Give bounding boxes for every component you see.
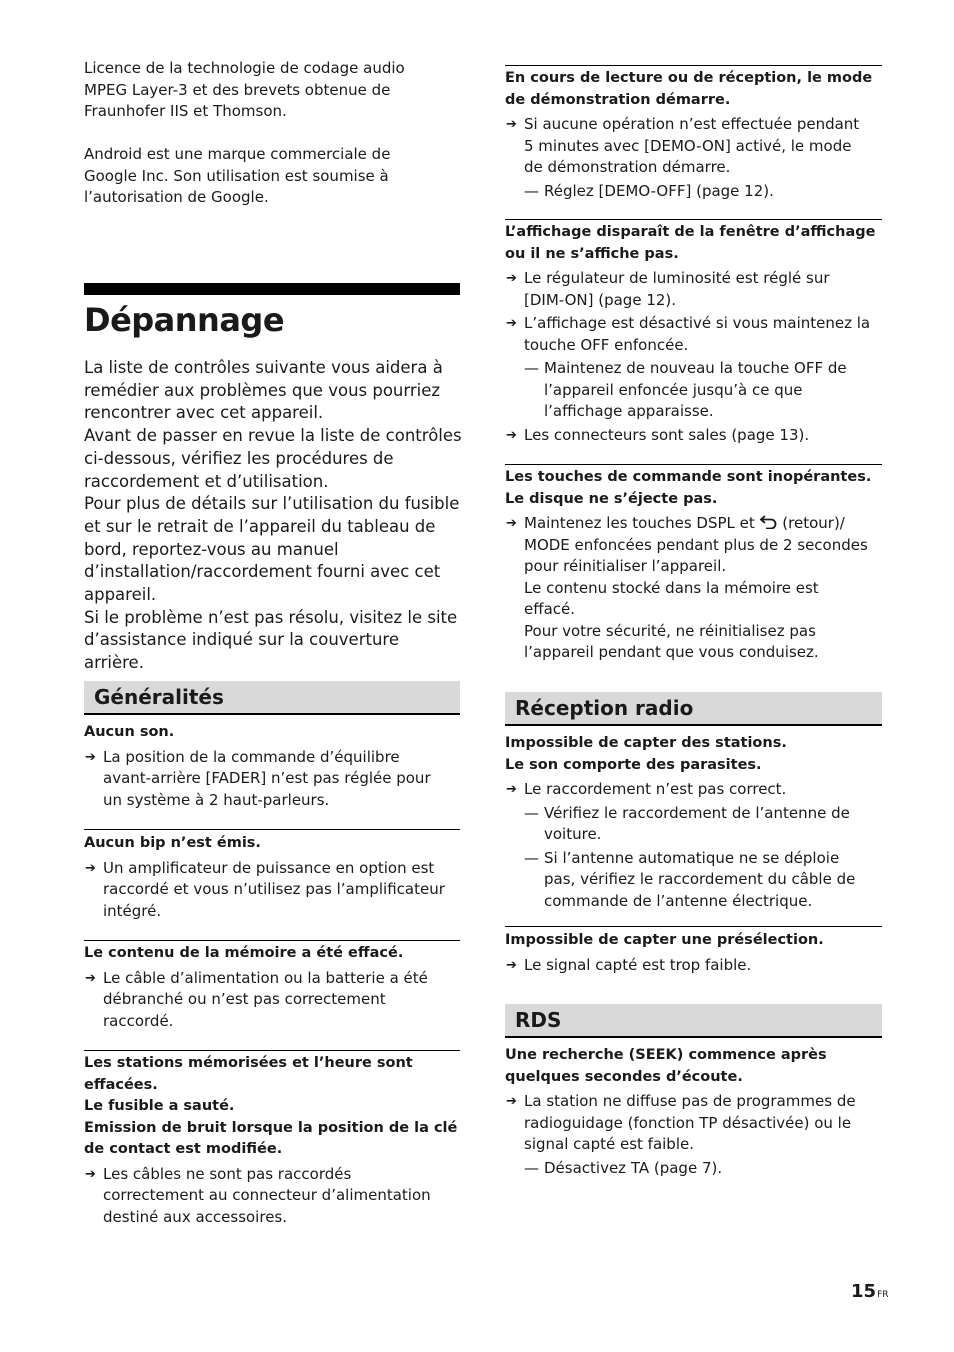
- item-line: Le raccordement n’est pas correct.: [524, 780, 787, 798]
- arrow-icon: ➔: [506, 117, 517, 132]
- entry-title-line: de contact est modifiée.: [84, 1141, 283, 1157]
- entry-title: Impossible de capter une présélection.: [505, 932, 824, 948]
- entry-title: Aucun bip n’est émis.: [84, 835, 261, 851]
- arrow-icon: ➔: [85, 970, 96, 986]
- dash-marker: —: [524, 803, 539, 822]
- item-line: avant-arrière [FADER] n’est pas réglée pour: [103, 769, 431, 787]
- licence-text: [84, 58, 460, 123]
- intro-line: raccordement et d’utilisation.: [84, 471, 329, 491]
- entry-title-line: Le disque ne s’éjecte pas.: [505, 490, 718, 507]
- licence-line: MPEG Layer-3 et des brevets obtenue de: [84, 80, 391, 99]
- arrow-icon: ➔: [506, 957, 517, 973]
- item-line: Le contenu stocké dans la mémoire est: [524, 578, 819, 597]
- arrow-icon: ➔: [506, 316, 517, 331]
- entry-memoire-effacee: [84, 940, 460, 1034]
- item-line: Les connecteurs sont sales (page 13).: [524, 425, 810, 444]
- list-item: [505, 425, 882, 447]
- page-title: Dépannage: [84, 301, 285, 339]
- arrow-icon: ➔: [506, 1094, 517, 1109]
- intro-line: appareil.: [84, 585, 157, 605]
- item-line: touche OFF enfoncée.: [524, 335, 689, 354]
- item-text: (retour)/: [777, 514, 845, 532]
- entry-affichage: [505, 219, 882, 448]
- intro-line: La liste de contrôles suivante vous aidera à: [84, 358, 443, 377]
- item-line: un système à 2 haut-parleurs.: [103, 790, 330, 809]
- entry-aucun-bip: [84, 829, 460, 924]
- intro-line: ci-dessous, vérifiez les procédures de: [84, 448, 394, 468]
- entry-title: Le contenu de la mémoire a été effacé.: [84, 945, 404, 961]
- item-line: effacé.: [524, 600, 575, 618]
- dash-marker: —: [524, 1158, 539, 1177]
- item-line: Le régulateur de luminosité est réglé sur: [524, 269, 830, 287]
- list-item: [84, 747, 460, 812]
- item-line: Réglez [DEMO-OFF] (page 12).: [544, 181, 774, 200]
- list-item: [505, 313, 882, 356]
- item-line: L’affichage est désactivé si vous maintenez la: [524, 314, 871, 332]
- entry-title-line: de démonstration démarre.: [505, 91, 731, 108]
- entry-title-line: Les stations mémorisées et l’heure sont: [84, 1055, 413, 1071]
- section-heading-generalites: Généralités: [84, 681, 460, 715]
- licence-line: Fraunhofer IIS et Thomson.: [84, 102, 287, 120]
- item-text: Maintenez les touches DSPL et: [524, 514, 760, 532]
- entry-title-line: effacées.: [84, 1076, 158, 1093]
- list-item: [505, 114, 882, 179]
- intro-line: et sur le retrait de l’appareil du tableau de: [84, 516, 436, 536]
- item-line: Un amplificateur de puissance en option est: [103, 858, 435, 877]
- item-line: l’affichage apparaisse.: [544, 402, 714, 420]
- sub-item: [505, 358, 882, 423]
- entry-title-line: quelques secondes d’écoute.: [505, 1068, 743, 1085]
- list-item: [505, 268, 882, 311]
- licence-line: Licence de la technologie de codage audio: [84, 59, 405, 77]
- item-line: Si l’antenne automatique ne se déploie: [544, 848, 840, 867]
- item-line: débranché ou n’est pas correctement: [103, 990, 386, 1008]
- arrow-icon: ➔: [506, 516, 517, 531]
- entry-title-line: Une recherche (SEEK) commence après: [505, 1047, 827, 1063]
- section-heading-reception-radio: Réception radio: [505, 692, 882, 726]
- list-item: [505, 513, 882, 664]
- list-item: [84, 1164, 460, 1229]
- item-line: correctement au connecteur d’alimentation: [103, 1186, 431, 1204]
- entry-title-line: Emission de bruit lorsque la position de la clé: [84, 1119, 458, 1136]
- item-line: pas, vérifiez le raccordement du câble de: [544, 870, 856, 888]
- arrow-icon: ➔: [506, 427, 517, 443]
- item-line: destiné aux accessoires.: [103, 1207, 287, 1226]
- item-line: commande de l’antenne électrique.: [544, 891, 813, 910]
- item-line: l’appareil pendant que vous conduisez.: [524, 643, 819, 661]
- arrow-icon: ➔: [506, 782, 517, 797]
- android-line: Google Inc. Son utilisation est soumise à: [84, 166, 389, 185]
- android-line: l’autorisation de Google.: [84, 188, 269, 206]
- item-line: Si aucune opération n’est effectuée pendant: [524, 115, 860, 133]
- item-line: 5 minutes avec [DEMO-ON] activé, le mode: [524, 136, 852, 155]
- sub-item: [505, 181, 882, 203]
- entry-touches-inoperantes: [505, 464, 882, 666]
- entry-title-line: Le son comporte des parasites.: [505, 756, 762, 773]
- entry-title-line: L’affichage disparaît de la fenêtre d’affichage: [505, 224, 876, 240]
- item-line: radioguidage (fonction TP désactivée) ou le: [524, 1113, 852, 1132]
- entry-title-line: ou il ne s’affiche pas.: [505, 245, 679, 262]
- intro-line: remédier aux problèmes que vous pourriez: [84, 380, 441, 400]
- dash-marker: —: [524, 181, 539, 200]
- entry-title-line: Impossible de capter des stations.: [505, 735, 787, 751]
- list-item: [505, 779, 882, 801]
- intro-line: bord, reportez-vous au manuel: [84, 539, 339, 559]
- entry-title: Aucun son.: [84, 724, 175, 740]
- entry-preselection: [505, 926, 882, 978]
- android-line: Android est une marque commerciale de: [84, 145, 391, 163]
- entry-title-line: Le fusible a sauté.: [84, 1098, 235, 1114]
- page-number-value: 15: [851, 1281, 877, 1302]
- entry-stations-effacees: [84, 1050, 460, 1230]
- item-line: La station ne diffuse pas de programmes de: [524, 1092, 856, 1110]
- item-line: raccordé et vous n’utilisez pas l’amplificateur: [103, 880, 445, 898]
- arrow-icon: ➔: [506, 271, 517, 286]
- item-line: Le câble d’alimentation ou la batterie a été: [103, 968, 428, 987]
- list-item: [84, 968, 460, 1033]
- item-line: Vérifiez le raccordement de l’antenne de: [544, 803, 850, 822]
- title-rule: [84, 283, 460, 295]
- entry-title-line: Les touches de commande sont inopérantes.: [505, 469, 872, 485]
- item-line: Le signal capté est trop faible.: [524, 955, 752, 974]
- dash-marker: —: [524, 848, 539, 867]
- item-line: signal capté est faible.: [524, 1135, 694, 1153]
- intro-line: Si le problème n’est pas résolu, visitez le site: [84, 607, 458, 627]
- item-line: raccordé.: [103, 1011, 174, 1030]
- intro-line: rencontrer avec cet appareil.: [84, 403, 324, 423]
- dash-marker: —: [524, 359, 539, 377]
- item-line: Maintenez de nouveau la touche OFF de: [544, 359, 847, 377]
- item-line: pour réinitialiser l’appareil.: [524, 557, 727, 575]
- sub-item: [505, 1158, 882, 1180]
- intro-line: Avant de passer en revue la liste de contrôles: [84, 426, 462, 446]
- entry-demo-mode: [505, 65, 882, 204]
- intro-line: d’installation/raccordement fourni avec cet: [84, 562, 441, 582]
- page-number: [851, 1281, 889, 1302]
- list-item: [505, 1091, 882, 1156]
- arrow-icon: ➔: [85, 1166, 96, 1182]
- arrow-icon: ➔: [85, 749, 96, 765]
- item-line: Pour votre sécurité, ne réinitialisez pas: [524, 621, 816, 640]
- arrow-icon: ➔: [85, 860, 96, 876]
- return-icon: [760, 515, 778, 529]
- intro-line: Pour plus de détails sur l’utilisation du fusible: [84, 494, 460, 514]
- list-item: [84, 858, 460, 923]
- item-line: intégré.: [103, 901, 162, 920]
- page-language: FR: [877, 1290, 889, 1300]
- android-text: [84, 144, 460, 209]
- item-line: MODE enfoncées pendant plus de 2 secondes: [524, 535, 868, 554]
- item-line: Les câbles ne sont pas raccordés: [103, 1164, 352, 1183]
- item-line: [DIM-ON] (page 12).: [524, 290, 677, 309]
- item-line: voiture.: [544, 825, 602, 843]
- item-line: [524, 513, 882, 535]
- entry-seek: [505, 1045, 882, 1181]
- entry-aucun-son: [84, 722, 460, 813]
- entry-capter-stations: [505, 733, 882, 914]
- sub-item: [505, 803, 882, 846]
- list-item: [505, 955, 882, 977]
- intro-line: d’assistance indiqué sur la couverture arrière.: [84, 630, 399, 673]
- item-line: l’appareil enfoncée jusqu’à ce que: [544, 380, 803, 399]
- entry-title-line: En cours de lecture ou de réception, le mode: [505, 70, 873, 86]
- item-line: de démonstration démarre.: [524, 158, 731, 176]
- main-intro: [84, 357, 464, 675]
- item-line: Désactivez TA (page 7).: [544, 1158, 723, 1177]
- section-heading-rds: RDS: [505, 1004, 882, 1038]
- sub-item: [505, 848, 882, 913]
- item-line: La position de la commande d’équilibre: [103, 747, 400, 766]
